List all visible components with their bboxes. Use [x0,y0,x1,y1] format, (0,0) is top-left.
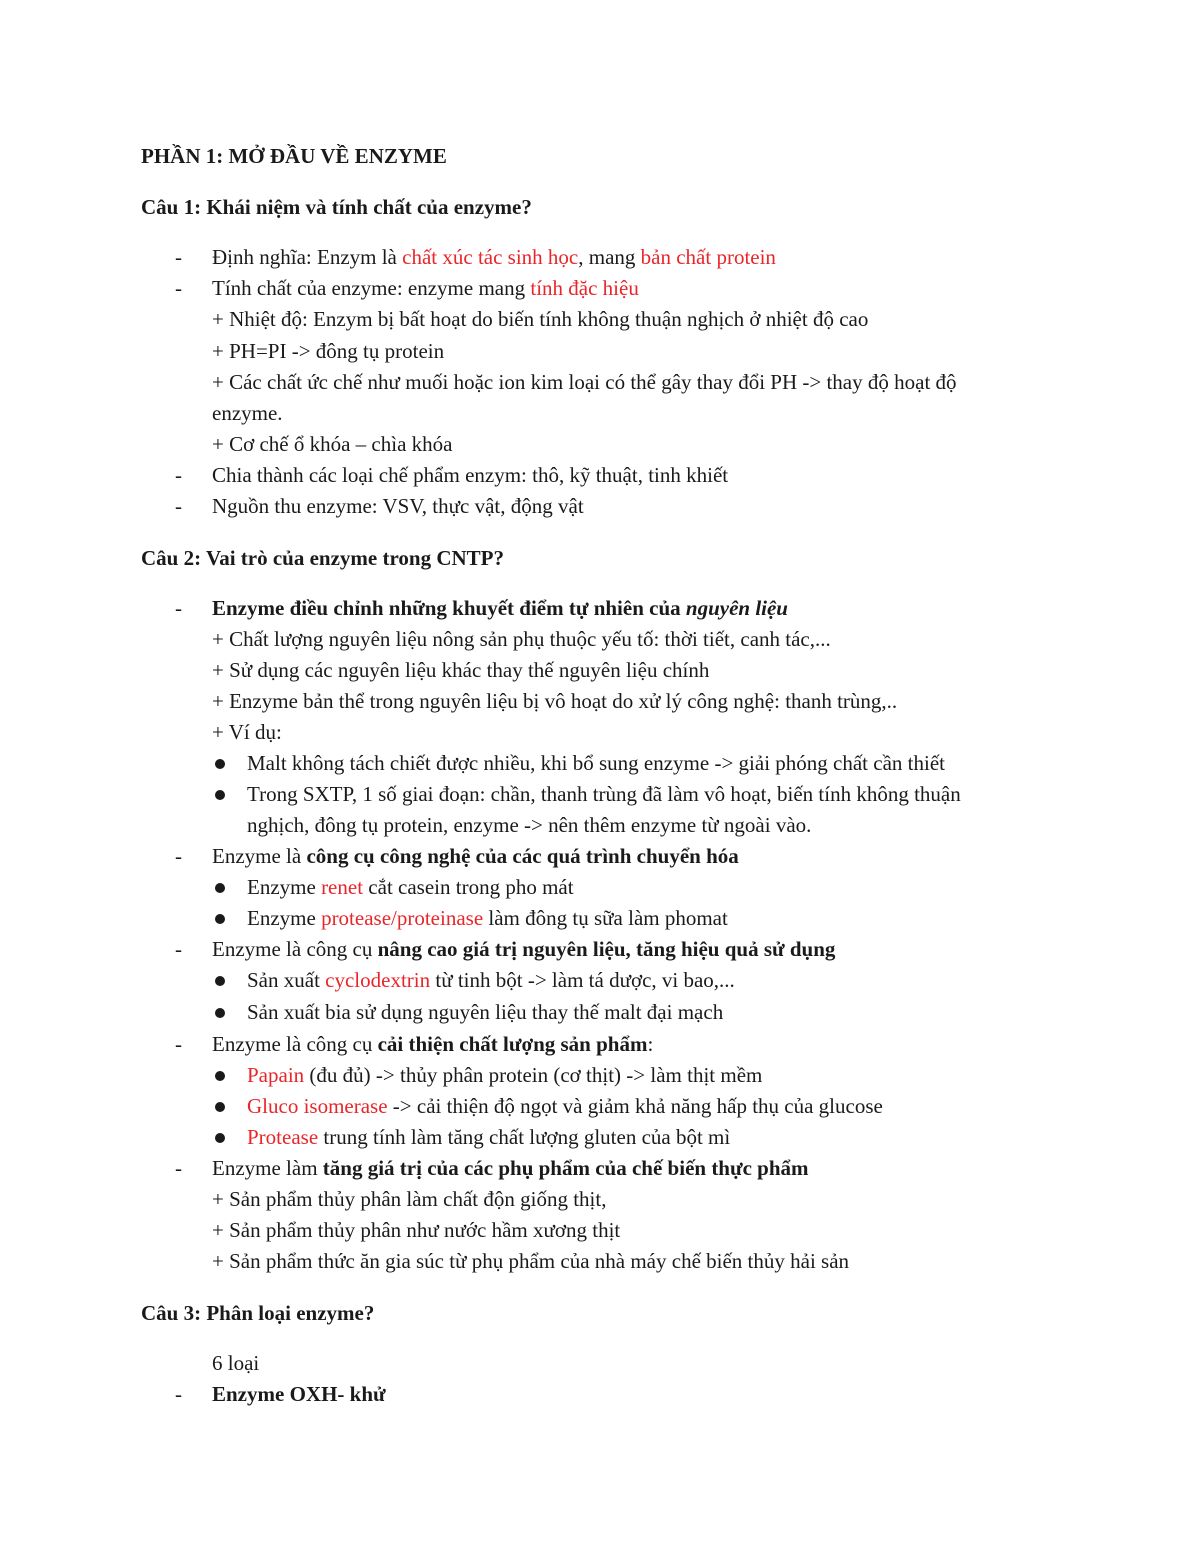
property-line: Tính chất của enzyme: enzyme mang tính đặc hiệu [212,276,639,300]
question-1-heading: Câu 1: Khái niệm và tính chất của enzyme? [141,195,532,219]
byproduct-2: + Sản phẩm thủy phân như nước hầm xương thịt [212,1218,621,1242]
dash-marker: - [175,1032,182,1056]
role-1-sub-2: + Sử dụng các nguyên liệu khác thay thế nguyên liệu chính [212,658,710,682]
example-beer: Sản xuất bia sử dụng nguyên liệu thay thế malt đại mạch [247,1000,724,1024]
role-2: Enzyme là công cụ công nghệ của các quá trình chuyển hóa [212,844,739,868]
bullet-icon [215,1133,225,1143]
property-inhibitors: + Các chất ức chế như muối hoặc ion kim loại có thể gây thay đổi PH -> thay độ hoạt độ [212,370,957,394]
bullet-icon [215,1071,225,1081]
bullet-icon [215,976,225,986]
property-lock-key: + Cơ chế ổ khóa – chìa khóa [212,432,453,456]
bullet-icon [215,883,225,893]
example-renet: Enzyme renet cắt casein trong pho mát [247,875,574,899]
bullet-icon [215,790,225,800]
role-1-sub-4: + Ví dụ: [212,720,282,744]
role-1-sub-3: + Enzyme bản thể trong nguyên liệu bị vô hoạt do xử lý công nghệ: thanh trùng,.. [212,689,898,713]
definition-line: Định nghĩa: Enzym là chất xúc tác sinh học, mang bản chất protein [212,245,776,269]
dash-marker: - [175,463,182,487]
property-ph: + PH=PI -> đông tụ protein [212,339,445,363]
role-3: Enzyme là công cụ nâng cao giá trị nguyên liệu, tăng hiệu quả sử dụng [212,937,836,961]
role-5: Enzyme làm tăng giá trị của các phụ phẩm của chế biến thực phẩm [212,1156,809,1180]
example-sxtp-cont: nghịch, đông tụ protein, enzyme -> nên thêm enzyme từ ngoài vào. [247,813,812,837]
example-malt: Malt không tách chiết được nhiều, khi bổ sung enzyme -> giải phóng chất cần thiết [247,751,945,775]
dash-marker: - [175,937,182,961]
dash-marker: - [175,1382,182,1406]
role-1-sub-1: + Chất lượng nguyên liệu nông sản phụ thuộc yếu tố: thời tiết, canh tác,... [212,627,831,651]
bullet-icon [215,759,225,769]
question-3-heading: Câu 3: Phân loại enzyme? [141,1301,375,1325]
role-4: Enzyme là công cụ cải thiện chất lượng sản phẩm: [212,1032,654,1056]
example-papain: Papain (đu đủ) -> thủy phân protein (cơ thịt) -> làm thịt mềm [247,1063,763,1087]
preparation-types: Chia thành các loại chế phẩm enzym: thô, kỹ thuật, tinh khiết [212,463,729,487]
question-2-heading: Câu 2: Vai trò của enzyme trong CNTP? [141,546,505,570]
dash-marker: - [175,1156,182,1180]
bullet-icon [215,914,225,924]
property-temperature: + Nhiệt độ: Enzym bị bất hoạt do biến tính không thuận nghịch ở nhiệt độ cao [212,307,869,331]
example-protease: Enzyme protease/proteinase làm đông tụ sữa làm phomat [247,906,728,930]
example-cyclodextrin: Sản xuất cyclodextrin từ tinh bột -> làm tá dược, vi bao,... [247,968,735,992]
enzyme-class-count: 6 loại [212,1351,260,1375]
dash-marker: - [175,245,182,269]
page-title: PHẦN 1: MỞ ĐẦU VỀ ENZYME [141,144,447,168]
bullet-icon [215,1008,225,1018]
enzyme-sources: Nguồn thu enzyme: VSV, thực vật, động vật [212,494,584,518]
example-sxtp: Trong SXTP, 1 số giai đoạn: chần, thanh trùng đã làm vô hoạt, biến tính không thuận [247,782,961,806]
property-inhibitors-cont: enzyme. [212,401,283,425]
example-neutral-protease: Protease trung tính làm tăng chất lượng gluten của bột mì [247,1125,731,1149]
enzyme-class-oxidoreductase: Enzyme OXH- khử [212,1382,386,1406]
role-1: Enzyme điều chỉnh những khuyết điểm tự nhiên của nguyên liệu [212,596,788,620]
dash-marker: - [175,276,182,300]
dash-marker: - [175,596,182,620]
bullet-icon [215,1102,225,1112]
byproduct-1: + Sản phẩm thủy phân làm chất độn giống thịt, [212,1187,607,1211]
example-gluco-isomerase: Gluco isomerase -> cải thiện độ ngọt và giảm khả năng hấp thụ của glucose [247,1094,883,1118]
dash-marker: - [175,844,182,868]
dash-marker: - [175,494,182,518]
byproduct-3: + Sản phẩm thức ăn gia súc từ phụ phẩm của nhà máy chế biến thủy hải sản [212,1249,850,1273]
